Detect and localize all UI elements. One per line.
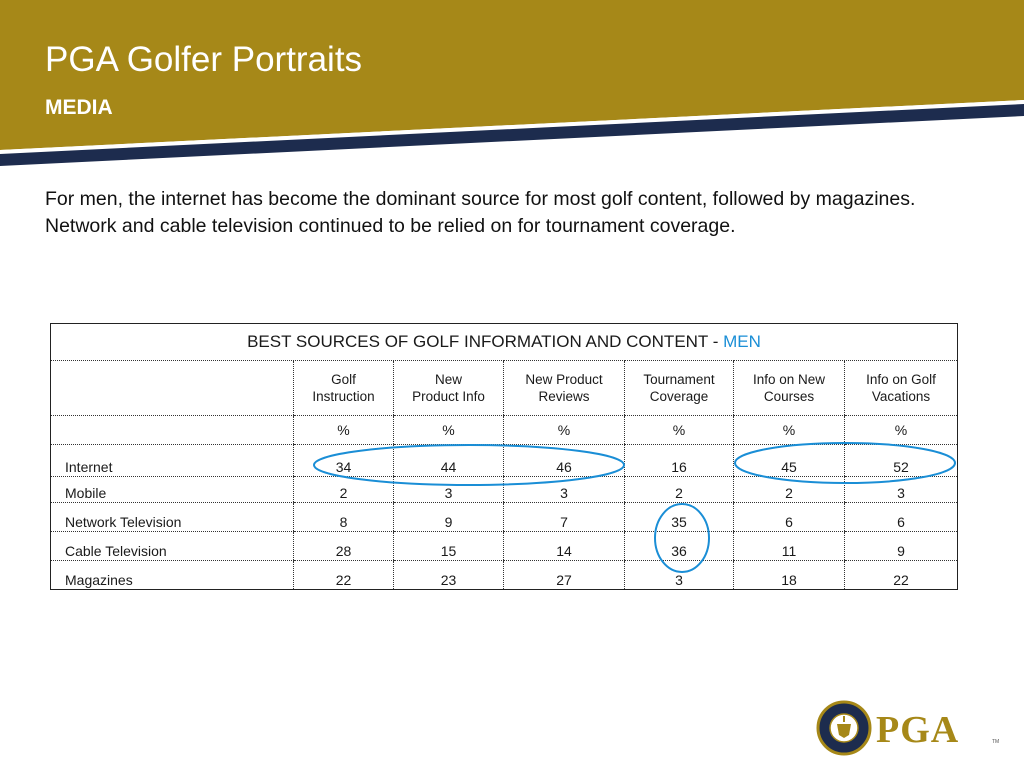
table-cell: 28 <box>294 532 394 561</box>
row-label: Mobile <box>51 477 294 503</box>
column-header: Golf Instruction <box>294 361 394 416</box>
table-cell: 23 <box>394 561 504 590</box>
table-cell: 52 <box>845 445 958 477</box>
intro-paragraph: For men, the internet has become the dominant source for most golf content, followed by magazines. Network and cable television continued to be relied on for tournament coverage. <box>45 188 916 237</box>
column-header: Info on Golf Vacations <box>845 361 958 416</box>
pga-wordmark: PGA <box>876 709 960 751</box>
table-cell: 3 <box>504 477 625 503</box>
table-row <box>51 561 958 590</box>
table-row <box>51 532 958 561</box>
table-cell: 14 <box>504 532 625 561</box>
table-cell: 15 <box>394 532 504 561</box>
header-banner <box>0 0 1024 170</box>
table-row <box>51 445 958 477</box>
row-label: Network Television <box>51 503 294 532</box>
caption-main: BEST SOURCES OF GOLF INFORMATION AND CONTENT - <box>247 332 724 351</box>
column-header: Info on New Courses <box>734 361 845 416</box>
unit-cell: % <box>394 416 504 445</box>
table-cell: 22 <box>294 561 394 590</box>
table-cell: 18 <box>734 561 845 590</box>
table-cell: 6 <box>734 503 845 532</box>
page-title: PGA Golfer Portraits <box>45 40 363 79</box>
table-cell: 16 <box>625 445 734 477</box>
unit-cell: % <box>625 416 734 445</box>
table-cell: 6 <box>845 503 958 532</box>
column-header: New Product Reviews <box>504 361 625 416</box>
table-cell: 46 <box>504 445 625 477</box>
table-cell: 11 <box>734 532 845 561</box>
table-caption <box>51 324 958 361</box>
table-cell: 3 <box>394 477 504 503</box>
table-cell: 2 <box>625 477 734 503</box>
column-header: Tournament Coverage <box>625 361 734 416</box>
table-cell: 2 <box>734 477 845 503</box>
table-cell: 7 <box>504 503 625 532</box>
sources-table-wrap <box>50 323 957 590</box>
pga-trademark: TM <box>992 739 1000 745</box>
pga-seal-icon <box>818 702 870 754</box>
table-cell: 2 <box>294 477 394 503</box>
unit-corner-cell <box>51 416 294 445</box>
table-cell: 27 <box>504 561 625 590</box>
table-cell: 22 <box>845 561 958 590</box>
table-row <box>51 503 958 532</box>
unit-cell: % <box>294 416 394 445</box>
column-header: New Product Info <box>394 361 504 416</box>
unit-cell: % <box>845 416 958 445</box>
unit-cell: % <box>734 416 845 445</box>
unit-cell: % <box>504 416 625 445</box>
row-label: Internet <box>51 445 294 477</box>
table-cell: 45 <box>734 445 845 477</box>
section-subtitle: MEDIA <box>45 96 113 119</box>
table-cell: 44 <box>394 445 504 477</box>
caption-highlight: MEN <box>723 332 761 351</box>
row-label: Cable Television <box>51 532 294 561</box>
pga-logo <box>816 700 1001 758</box>
table-cell: 3 <box>625 561 734 590</box>
unit-row <box>51 416 958 445</box>
table-cell: 8 <box>294 503 394 532</box>
row-label: Magazines <box>65 572 133 588</box>
table-cell: 36 <box>625 532 734 561</box>
table-cell: 35 <box>625 503 734 532</box>
column-header-row <box>51 361 958 416</box>
header-corner-cell <box>51 361 294 416</box>
table-cell: 3 <box>845 477 958 503</box>
table-cell: 9 <box>394 503 504 532</box>
sources-table <box>50 323 958 590</box>
table-cell: 9 <box>845 532 958 561</box>
table-cell: 34 <box>294 445 394 477</box>
table-row <box>51 477 958 503</box>
